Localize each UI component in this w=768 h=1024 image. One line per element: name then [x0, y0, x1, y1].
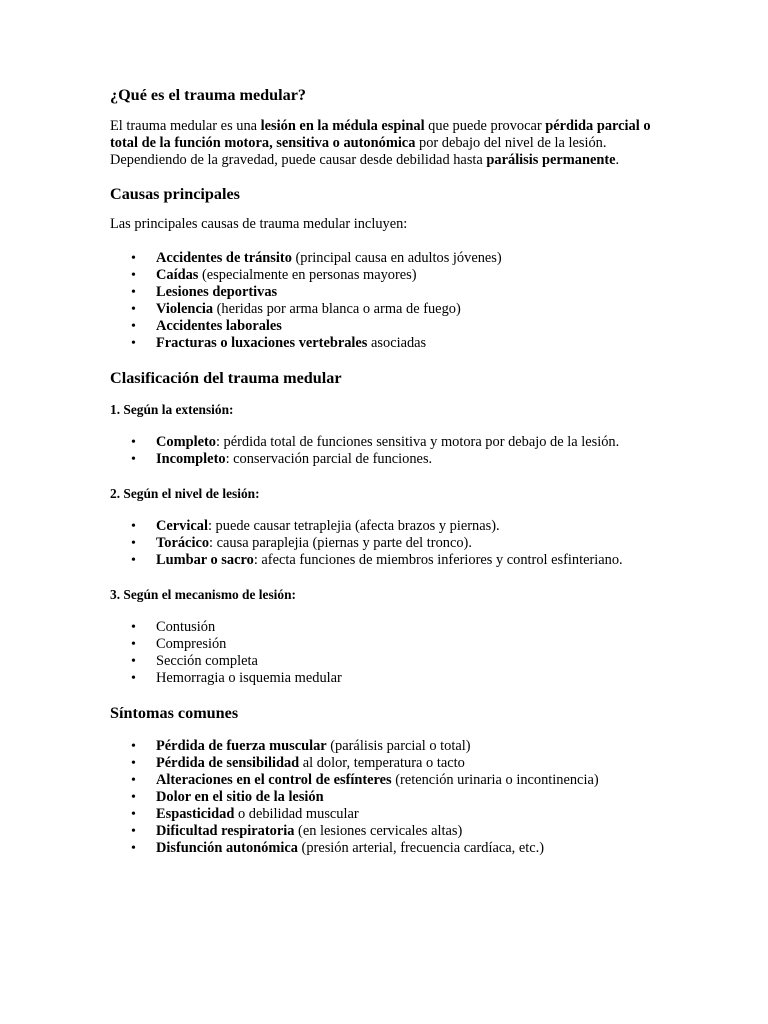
sintomas-list — [110, 738, 670, 857]
page-title: ¿Qué es el trauma medular? — [110, 86, 307, 104]
list-item: • Dificultad respiratoria (en lesiones cervicales altas) — [110, 823, 670, 840]
list-item: • Alteraciones en el control de esfínteres (retención urinaria o incontinencia) — [110, 772, 670, 789]
list-item: • Cervical: puede causar tetraplejia (afecta brazos y piernas). — [110, 518, 670, 535]
list-item: • Lumbar o sacro: afecta funciones de miembros inferiores y control esfinteriano. — [110, 552, 670, 569]
section-heading-causas: Causas principales — [110, 185, 240, 203]
section-heading-sintomas: Síntomas comunes — [110, 704, 239, 722]
list-item: • Violencia (heridas por arma blanca o arma de fuego) — [110, 301, 670, 318]
list-item: • Contusión — [110, 619, 670, 636]
nivel-list — [110, 518, 670, 569]
list-item: • Lesiones deportivas — [110, 284, 670, 301]
intro-paragraph: El trauma medular es una lesión en la médula espinal que puede provocar pérdida parcial o total de la función motora, sensitiva o autonómica por debajo del nivel de la lesión. — [110, 118, 651, 151]
list-item: • Disfunción autonómica (presión arterial, frecuencia cardíaca, etc.) — [110, 840, 670, 857]
list-item: • Incompleto: conservación parcial de funciones. — [110, 451, 670, 468]
intro-paragraph-2: Dependiendo de la gravedad, puede causar desde debilidad hasta parálisis permanente. — [110, 152, 620, 168]
list-item: • Caídas (especialmente en personas mayores) — [110, 267, 670, 284]
document-body — [110, 84, 670, 857]
list-item: • Accidentes laborales — [110, 318, 670, 335]
subheading-nivel: 2. Según el nivel de lesión: — [110, 486, 260, 501]
extension-list — [110, 434, 670, 468]
subheading-extension: 1. Según la extensión: — [110, 402, 234, 417]
list-item: • Dolor en el sitio de la lesión — [110, 789, 670, 806]
causas-lead: Las principales causas de trauma medular incluyen: — [110, 216, 408, 232]
causas-list — [110, 250, 670, 352]
mecanismo-list — [110, 619, 670, 687]
list-item: • Torácico: causa paraplejia (piernas y parte del tronco). — [110, 535, 670, 552]
list-item: • Espasticidad o debilidad muscular — [110, 806, 670, 823]
list-item: • Pérdida de fuerza muscular (parálisis parcial o total) — [110, 738, 670, 755]
list-item: • Hemorragia o isquemia medular — [110, 670, 670, 687]
list-item: • Pérdida de sensibilidad al dolor, temperatura o tacto — [110, 755, 670, 772]
section-heading-clasificacion: Clasificación del trauma medular — [110, 369, 342, 387]
list-item: • Fracturas o luxaciones vertebrales asociadas — [110, 335, 670, 352]
list-item: • Accidentes de tránsito (principal causa en adultos jóvenes) — [110, 250, 670, 267]
subheading-mecanismo: 3. Según el mecanismo de lesión: — [110, 587, 296, 602]
list-item: • Compresión — [110, 636, 670, 653]
list-item: • Completo: pérdida total de funciones sensitiva y motora por debajo de la lesión. — [110, 434, 670, 451]
list-item: • Sección completa — [110, 653, 670, 670]
